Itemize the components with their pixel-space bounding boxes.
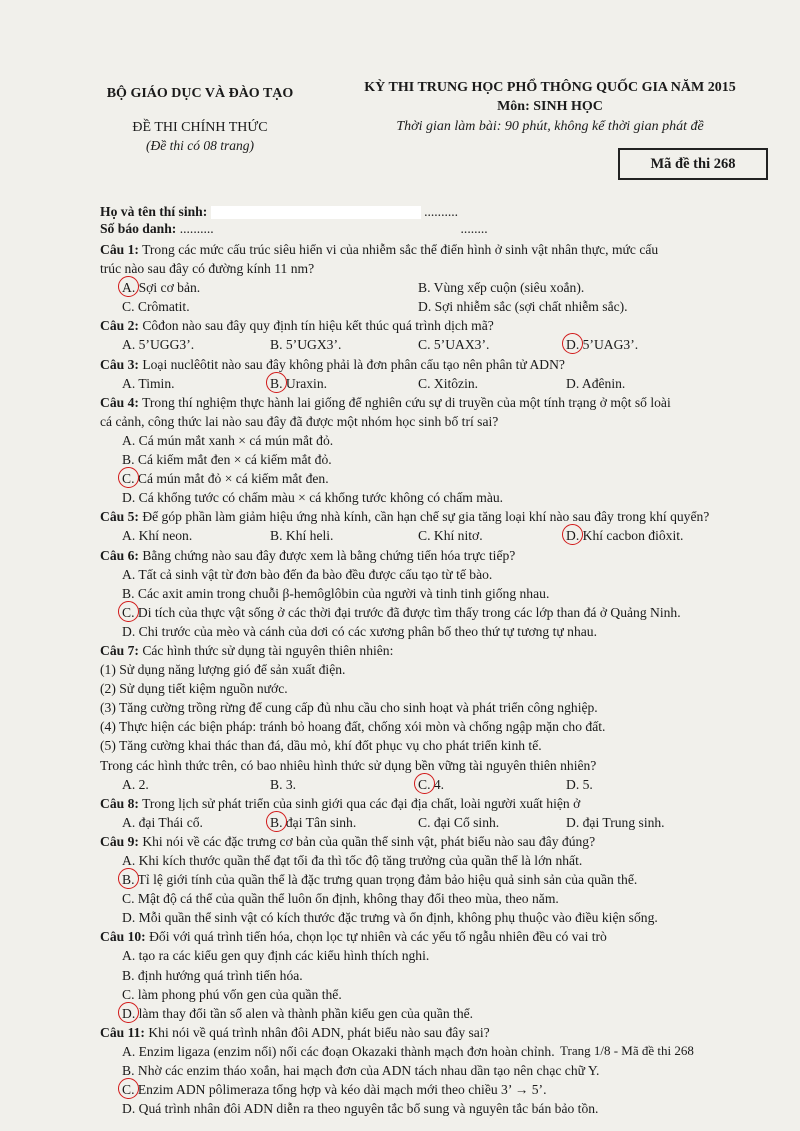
answer-option [566, 775, 593, 794]
answer-text: Khí nitơ. [433, 528, 483, 544]
question-text: Trong các hình thức trên, có bao nhiêu hình thức sử dụng bền vững tài nguyên thiên nhiên? [100, 757, 597, 773]
answer-row [100, 335, 780, 354]
answer-text: đại Cổ sinh. [433, 814, 500, 830]
answer-option [122, 605, 681, 620]
answer-letter: D. [566, 375, 580, 391]
answer-letter: C. [418, 375, 431, 391]
question-text: Côđon nào sau đây quy định tín hiệu kết thúc quá trình dịch mã? [142, 318, 494, 334]
answer-option [418, 775, 444, 794]
subject-name: Môn: SINH HỌC [497, 99, 603, 114]
question-number: Câu 3: [100, 356, 139, 372]
answer-row [100, 851, 780, 870]
answer-text: Sợi nhiễm sắc (sợi chất nhiễm sắc). [434, 299, 628, 315]
answer-row [100, 603, 780, 622]
answer-text: 3. [285, 776, 297, 792]
answer-letter: B. [418, 280, 431, 296]
answer-letter: A. [122, 375, 136, 391]
answer-letter: D. [418, 299, 432, 315]
selected-answer-letter: C. [122, 469, 134, 488]
selected-answer-letter: D. [122, 1004, 135, 1023]
answer-text: Ađênin. [581, 375, 626, 391]
answer-letter: B. [270, 337, 283, 353]
answer-row [100, 1099, 780, 1118]
candidate-id-row [100, 221, 488, 237]
question-stem-continued [100, 679, 780, 698]
selected-answer-letter: D. [566, 335, 579, 354]
question-text: Trong lịch sử phát triển của sinh giới qua các đại địa chất, loài người xuất hiện ở [142, 795, 581, 811]
answer-option [122, 297, 190, 316]
answer-row [100, 889, 780, 908]
question-number: Câu 1: [100, 242, 139, 257]
answer-row [100, 469, 780, 488]
answer-letter: D. [122, 910, 136, 926]
question-stem [100, 507, 780, 526]
answer-letter: D. [122, 1101, 136, 1117]
question-text: Để góp phần làm giảm hiệu ứng nhà kính, cần hạn chế sự gia tăng loại khí nào sau đây trong khí quyển? [142, 509, 710, 525]
answer-row [100, 985, 780, 1004]
question-number: Câu 5: [100, 509, 139, 525]
answer-letter: C. [418, 814, 431, 830]
answer-row [100, 966, 780, 985]
answer-option [122, 624, 597, 639]
answer-option [418, 813, 499, 832]
question-block [100, 546, 780, 641]
answer-row [100, 1061, 780, 1080]
answer-row [100, 278, 780, 297]
question-text: Đối với quá trình tiến hóa, chọn lọc tự nhiên và các yếu tố ngẫu nhiên đều có vai trò [149, 929, 607, 945]
answer-option [566, 335, 638, 354]
answer-text: Quá trình nhân đôi ADN diễn ra theo nguyên tắc bổ sung và nguyên tắc bán bảo tồn. [138, 1101, 599, 1117]
answer-option [122, 891, 559, 906]
answer-option [418, 335, 489, 354]
selected-answer-letter: C. [122, 603, 134, 622]
answer-option [122, 775, 149, 794]
answer-row [100, 908, 780, 927]
answer-option [122, 1082, 546, 1097]
answer-text: 5’UGG3’. [138, 337, 195, 353]
answer-text: 4. [433, 776, 445, 792]
answer-row [100, 374, 780, 393]
question-number: Câu 7: [100, 642, 139, 658]
selected-answer-letter: A. [122, 278, 135, 297]
answer-letter: A. [122, 1043, 136, 1059]
question-number: Câu 2: [100, 318, 139, 334]
question-block [100, 507, 780, 545]
answer-option [122, 490, 503, 505]
question-stem-continued [100, 412, 780, 431]
selected-answer-letter: C. [418, 775, 430, 794]
question-number: Câu 8: [100, 795, 139, 811]
candidate-id-label: Số báo danh: [100, 221, 177, 236]
question-stem-continued [100, 756, 780, 775]
question-number: Câu 6: [100, 547, 139, 563]
selected-answer-letter: B. [270, 374, 282, 393]
answer-letter: A. [122, 337, 136, 353]
candidate-name-row [100, 204, 458, 220]
answer-option [122, 948, 429, 963]
official-exam-label: ĐỀ THI CHÍNH THỨC [132, 120, 268, 135]
answer-letter: C. [122, 891, 135, 907]
answer-option [270, 526, 333, 545]
question-block [100, 794, 780, 832]
answer-row [100, 946, 780, 965]
question-text: cá cảnh, công thức lai nào sau đây đã được một nhóm học sinh bố trí sai? [100, 413, 499, 429]
exam-code-box [618, 148, 768, 180]
answer-text: Nhờ các enzim tháo xoắn, hai mạch đơn của ADN tách nhau dần tạo nên chạc chữ Y. [137, 1063, 600, 1079]
answer-option [122, 433, 333, 448]
answer-row [100, 870, 780, 889]
question-text: (4) Thực hiện các biện pháp: tránh bỏ hoang đất, chống xói mòn và chống ngập mặn cho đất. [100, 719, 606, 735]
answer-text: Timin. [138, 375, 175, 391]
answer-letter: B. [122, 452, 135, 468]
answer-letter: A. [122, 432, 136, 448]
answer-row [100, 488, 780, 507]
question-stem-continued [100, 717, 780, 736]
question-block [100, 927, 780, 1022]
answer-row [100, 813, 780, 832]
answer-row [100, 450, 780, 469]
answer-text: Tỉ lệ giới tính của quần thể là đặc trưng quan trọng đảm bảo hiệu quả sinh sản của quần thể. [137, 872, 638, 888]
question-stem [100, 927, 780, 946]
answer-option [122, 567, 492, 582]
answer-option [122, 1006, 473, 1021]
question-text: (3) Tăng cường trồng rừng để cung cấp đủ nhu cầu cho sinh hoạt và phát triển công nghiệp. [100, 700, 598, 716]
question-text: (5) Tăng cường khai thác than đá, dầu mỏ, khí đốt phục vụ cho phát triển kinh tế. [100, 738, 542, 754]
answer-row [100, 1004, 780, 1023]
question-stem [100, 355, 780, 374]
answer-letter: C. [418, 528, 431, 544]
answer-letter: B. [122, 585, 135, 601]
answer-text: Enzim ligaza (enzim nối) nối các đoạn Okazaki thành mạch đơn hoàn chỉnh. [138, 1043, 555, 1059]
answer-row [100, 431, 780, 450]
question-text: Các hình thức sử dụng tài nguyên thiên nhiên: [142, 642, 394, 658]
answer-text: Mỗi quần thể sinh vật có kích thước đặc trưng và ổn định, không phụ thuộc vào điều kiện sống. [138, 910, 658, 926]
question-block [100, 316, 780, 354]
page-count-note: (Đề thi có 08 trang) [146, 138, 254, 153]
exam-title: KỲ THI TRUNG HỌC PHỔ THÔNG QUỐC GIA NĂM 2015 [364, 80, 736, 95]
answer-text: Mật độ cá thể của quần thể luôn ổn định, không thay đổi theo mùa, theo năm. [137, 891, 559, 907]
answer-text: làm thay đổi tần số alen và thành phần kiểu gen của quần thể. [138, 1005, 474, 1021]
candidate-name-dots: .......... [424, 204, 459, 219]
answer-letter: A. [122, 853, 136, 868]
answer-text: Khí neon. [138, 528, 193, 544]
answer-option [270, 813, 356, 832]
answer-row [100, 622, 780, 641]
answer-text: Enzim ADN pôlimeraza tổng hợp và kéo dài mạch mới theo chiều 3’ → 5’. [137, 1082, 547, 1098]
question-text: Loại nuclêôtit nào sau đây không phải là đơn phân cấu tạo nên phân tử ADN? [142, 356, 565, 372]
question-stem [100, 794, 780, 813]
answer-text: 5’UGX3’. [285, 337, 342, 353]
candidate-id-dots: .......... [179, 221, 214, 236]
answer-letter: B. [270, 528, 283, 544]
page-footer: Trang 1/8 - Mã đề thi 268 [560, 1043, 694, 1058]
answer-text: Cá kiếm mắt đen × cá kiếm mắt đỏ. [137, 452, 332, 468]
answer-text: tạo ra các kiểu gen quy định các kiểu hình thích nghi. [138, 948, 430, 964]
question-stem [100, 546, 780, 565]
answer-text: Khí heli. [285, 528, 334, 544]
redacted-name [211, 206, 421, 219]
question-text: Khi nói về các đặc trưng cơ bản của quần thể sinh vật, phát biểu nào sau đây đúng? [142, 833, 596, 849]
question-number: Câu 4: [100, 394, 139, 410]
answer-option [122, 526, 192, 545]
question-stem [100, 1023, 780, 1042]
selected-answer-letter: B. [122, 870, 134, 889]
answer-letter: A. [122, 814, 136, 830]
question-number: Câu 9: [100, 833, 139, 849]
answer-letter: B. [270, 776, 283, 792]
answer-text: làm phong phú vốn gen của quần thể. [137, 986, 342, 1002]
question-text: (1) Sử dụng năng lượng gió để sản xuất điện. [100, 662, 346, 678]
answer-option [122, 872, 637, 887]
answer-option [418, 374, 478, 393]
answer-letter: A. [122, 528, 136, 544]
question-block [100, 1023, 780, 1118]
question-stem-continued [100, 736, 780, 755]
question-stem [100, 641, 780, 660]
answer-row [100, 526, 780, 545]
answer-option [122, 910, 658, 925]
answer-option [122, 968, 303, 983]
selected-answer-letter: D. [566, 526, 579, 545]
answer-text: Các axit amin trong chuỗi β-hemôglôbin của người và tinh tinh giống nhau. [137, 585, 550, 601]
question-stem-continued [100, 259, 780, 278]
answer-letter: A. [122, 566, 136, 582]
question-stem-continued [100, 660, 780, 679]
answer-text: đại Tân sinh. [285, 814, 357, 830]
question-stem [100, 832, 780, 851]
answer-text: Sợi cơ bản. [138, 280, 201, 296]
answer-row [100, 297, 780, 316]
answer-row [100, 775, 780, 794]
question-block [100, 832, 780, 927]
selected-answer-letter: B. [270, 813, 282, 832]
answer-text: Cá mún mắt đỏ × cá kiếm mắt đen. [137, 471, 329, 487]
answer-text: Khí cacbon điôxit. [582, 528, 684, 544]
answer-text: đại Trung sinh. [582, 814, 665, 830]
answer-letter: D. [566, 814, 580, 830]
answer-text: Uraxin. [285, 375, 328, 391]
question-text: (2) Sử dụng tiết kiệm nguồn nước. [100, 681, 288, 697]
answer-text: định hướng quá trình tiến hóa. [137, 967, 303, 983]
answer-option [122, 853, 582, 868]
answer-letter: C. [418, 337, 431, 353]
answer-row [100, 1080, 780, 1099]
question-block [100, 355, 780, 393]
answer-text: Di tích của thực vật sống ở các thời đại trước đã được tìm thấy trong các lớp than đá ở Quảng Ninh. [137, 604, 681, 620]
candidate-id-dots-2: ........ [460, 221, 488, 236]
answer-letter: A. [122, 776, 136, 792]
answer-option [270, 335, 341, 354]
answer-option [122, 335, 194, 354]
question-text: Khi nói về quá trình nhân đôi ADN, phát biểu nào sau đây sai? [148, 1024, 490, 1040]
selected-answer-letter: C. [122, 1080, 134, 1099]
question-text: Trong các mức cấu trúc siêu hiển vi của nhiễm sắc thể điển hình ở sinh vật nhân thực, mức cấu [142, 242, 659, 257]
exam-duration: Thời gian làm bài: 90 phút, không kể thời gian phát đề [396, 119, 704, 134]
answer-option [122, 1063, 599, 1078]
answer-option [566, 813, 665, 832]
answer-text: Crômatit. [137, 299, 190, 315]
question-text: trúc nào sau đây có đường kính 11 nm? [100, 261, 315, 277]
answer-text: Cá khổng tước có chấm màu × cá khổng tước không có chấm màu. [138, 490, 504, 506]
answer-option [418, 297, 628, 316]
answer-text: đại Thái cổ. [138, 814, 203, 830]
answer-text: Vùng xếp cuộn (siêu xoắn). [433, 280, 585, 296]
answer-letter: B. [122, 1063, 135, 1079]
answer-letter: C. [122, 299, 135, 315]
answer-option [270, 374, 327, 393]
answer-option [122, 374, 175, 393]
answer-text: Tất cả sinh vật từ đơn bào đến đa bào đều được cấu tạo từ tế bào. [138, 566, 493, 582]
answer-option [418, 526, 483, 545]
answer-letter: C. [122, 986, 135, 1002]
answer-letter: D. [566, 776, 580, 792]
question-stem [100, 316, 780, 335]
answer-letter: B. [122, 967, 135, 983]
answer-option [122, 813, 203, 832]
answer-option [566, 374, 625, 393]
answer-letter: A. [122, 948, 136, 964]
question-stem-continued [100, 698, 780, 717]
question-text: Trong thí nghiệm thực hành lai giống để nghiên cứu sự di truyền của một tính trạng ở một số loài [142, 394, 671, 410]
answer-option [122, 1044, 555, 1059]
answer-option [122, 452, 332, 467]
answer-letter: D. [122, 490, 136, 506]
answer-option [270, 775, 296, 794]
answer-option [566, 526, 683, 545]
answer-row [100, 565, 780, 584]
candidate-name-label: Họ và tên thí sinh: [100, 204, 208, 219]
answer-option [418, 278, 584, 297]
answer-text: Khi kích thước quần thể đạt tối đa thì tốc độ tăng trưởng của quần thể là lớn nhất. [138, 853, 583, 868]
question-block [100, 641, 780, 794]
question-number: Câu 11: [100, 1024, 145, 1040]
answer-text: Xitôzin. [433, 375, 479, 391]
answer-option [122, 586, 549, 601]
question-text: Bằng chứng nào sau đây được xem là bằng chứng tiến hóa trực tiếp? [142, 547, 516, 563]
question-list [100, 240, 780, 1118]
answer-text: Cá mún mắt xanh × cá mún mắt đỏ. [138, 432, 334, 448]
answer-option [122, 1101, 598, 1116]
answer-text: 5’UAX3’. [433, 337, 490, 353]
exam-code: Mã đề thi 268 [650, 156, 736, 172]
ministry-name: BỘ GIÁO DỤC VÀ ĐÀO TẠO [106, 86, 294, 101]
answer-option [122, 987, 342, 1002]
answer-option [122, 471, 329, 486]
answer-option [122, 278, 200, 297]
answer-letter: D. [122, 623, 136, 639]
question-stem [100, 393, 780, 412]
question-block [100, 240, 780, 316]
answer-text: 2. [138, 776, 149, 792]
answer-text: 5. [582, 776, 593, 792]
question-number: Câu 10: [100, 929, 146, 945]
answer-text: Chi trước của mèo và cánh của dơi có các xương phân bố theo thứ tự tương tự nhau. [138, 623, 597, 639]
answer-text: 5’UAG3’. [582, 337, 639, 353]
question-block [100, 393, 780, 508]
question-stem [100, 240, 780, 259]
answer-row [100, 584, 780, 603]
